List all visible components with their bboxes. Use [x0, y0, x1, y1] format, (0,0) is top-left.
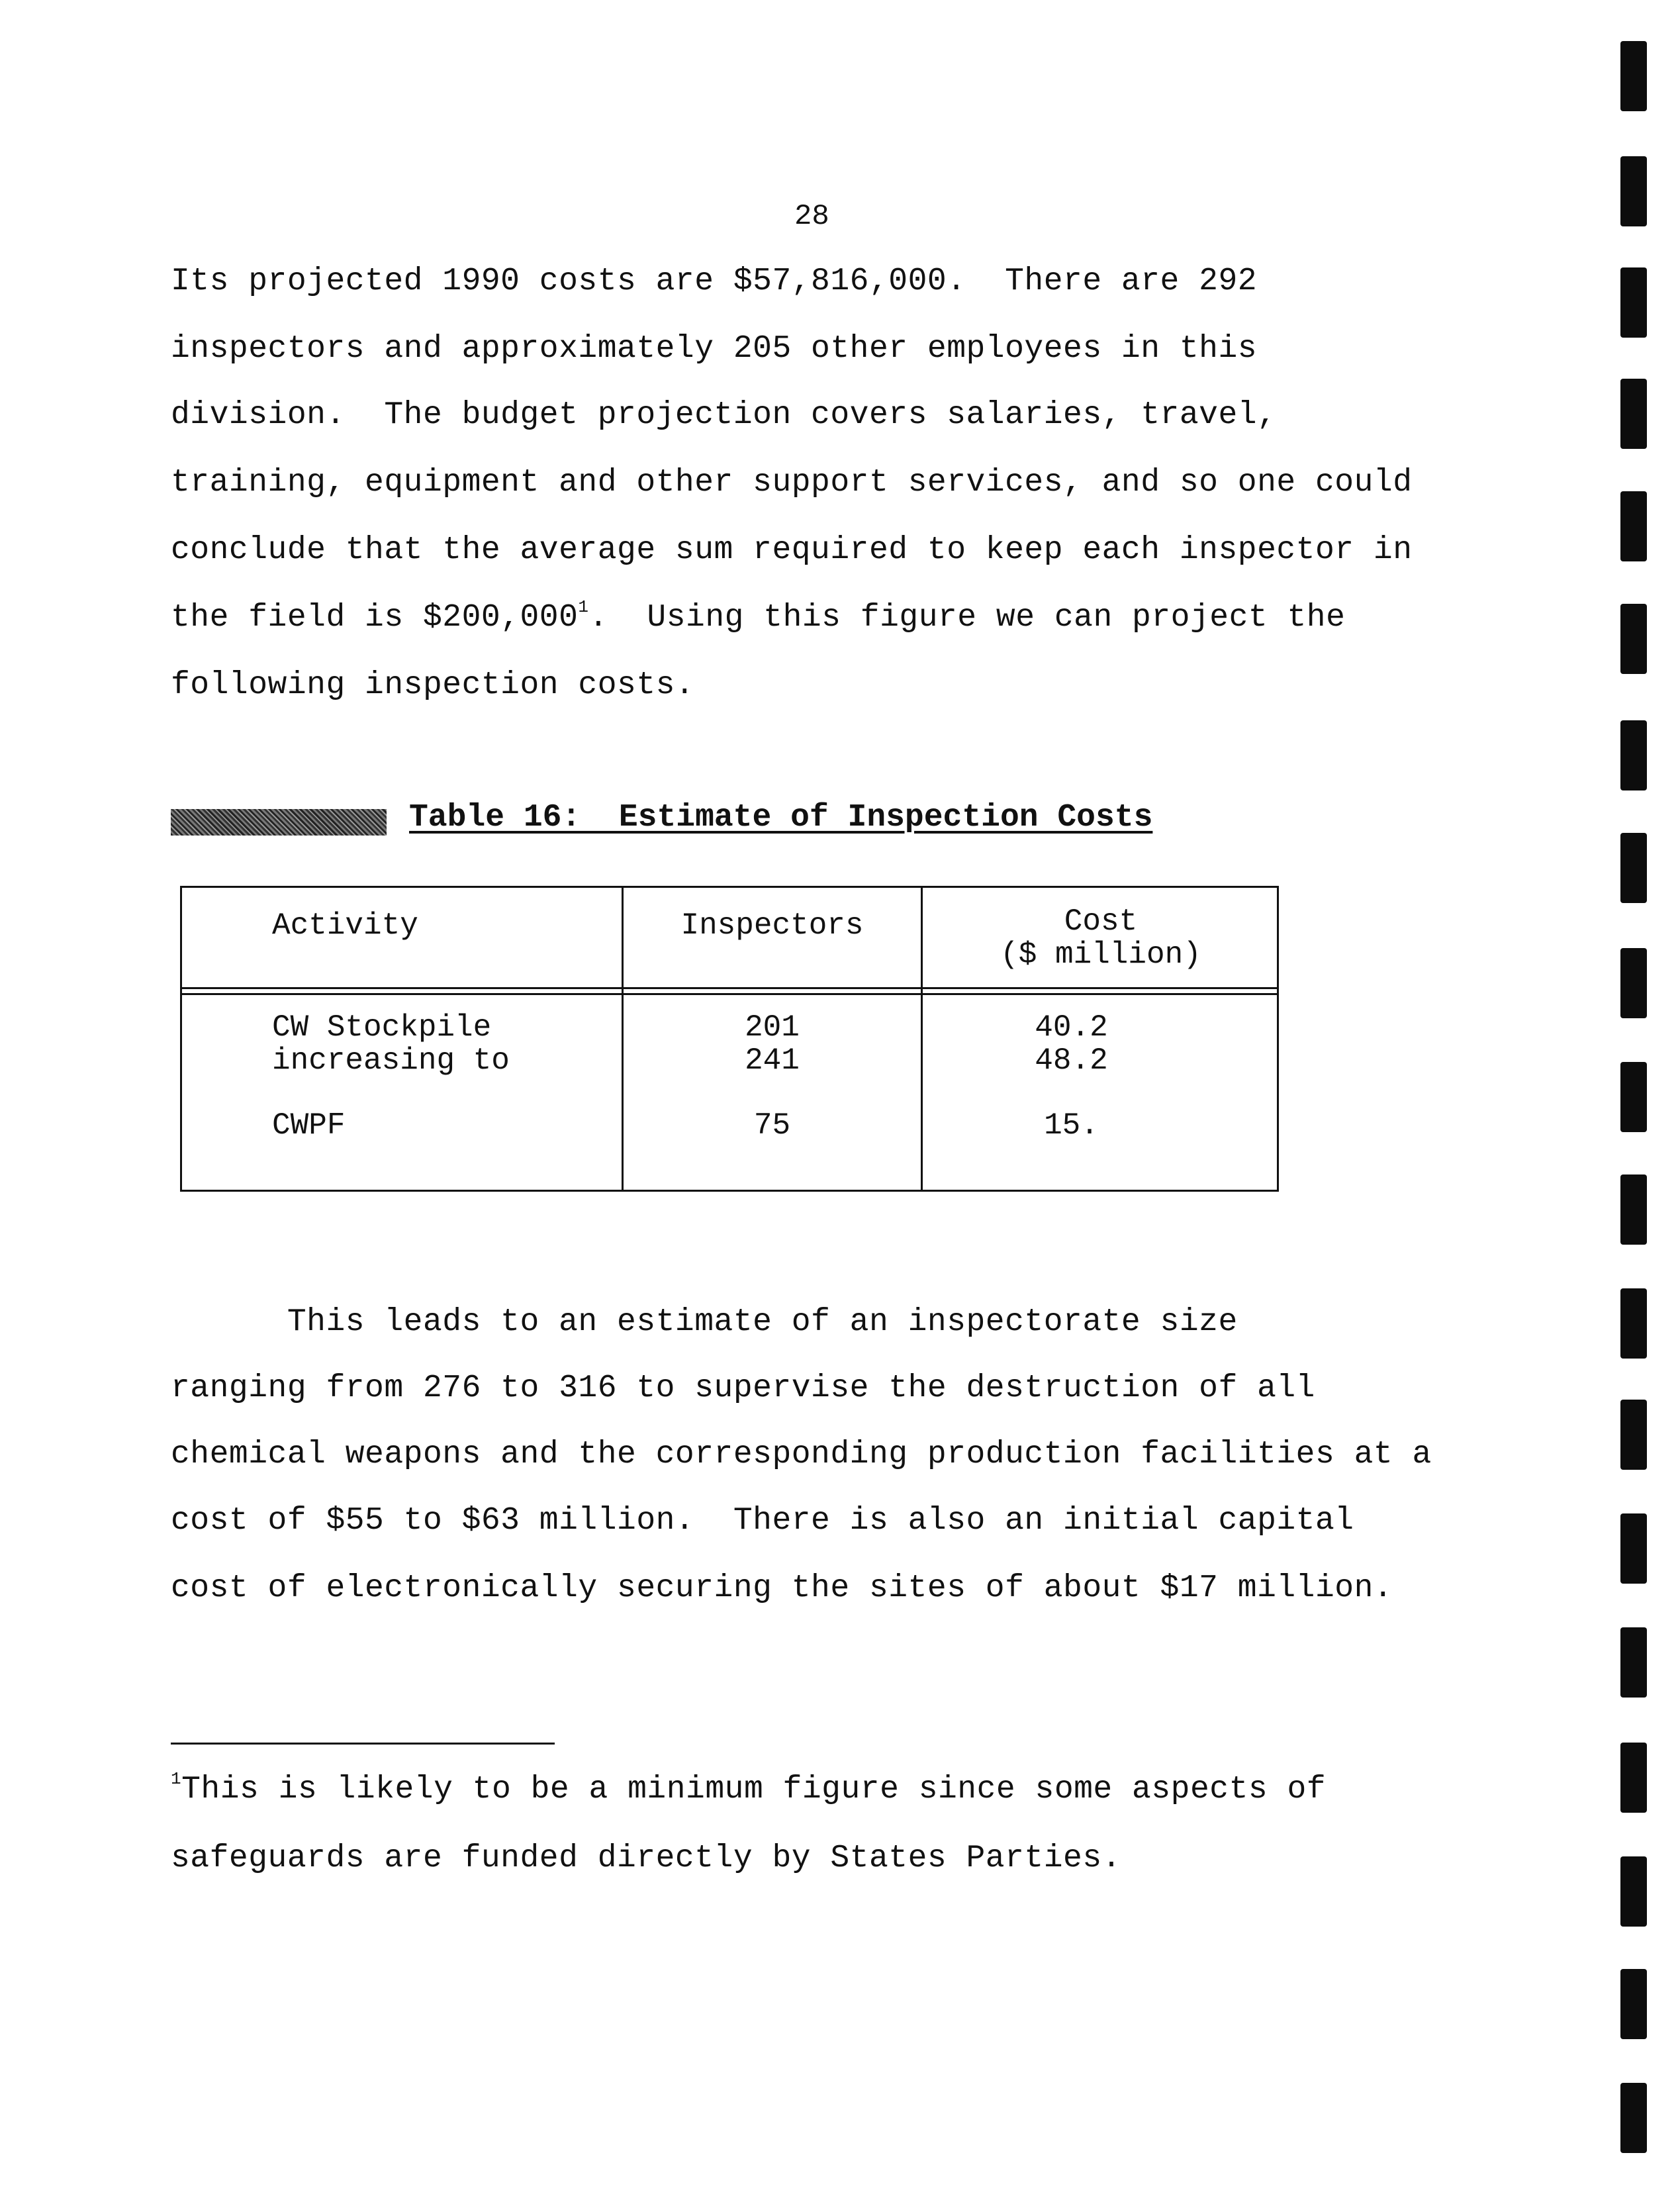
binding-mark — [1620, 720, 1647, 791]
cell-cost: 48.2 — [1035, 1043, 1108, 1078]
binding-mark — [1620, 1743, 1647, 1813]
cell-inspectors: 241 — [745, 1043, 800, 1078]
page-number: 28 — [794, 200, 829, 233]
binding-mark — [1620, 1969, 1647, 2039]
header-divider — [182, 987, 1277, 995]
inspection-cost-table — [180, 886, 1279, 1192]
binding-mark — [1620, 1174, 1647, 1245]
header-inspectors: Inspectors — [680, 908, 864, 943]
binding-mark — [1620, 833, 1647, 903]
footnote-separator — [171, 1743, 555, 1745]
footnote-line — [171, 1769, 1327, 1807]
paragraph-line: conclude that the average sum required to keep each inspector in — [171, 532, 1413, 568]
header-activity: Activity — [272, 908, 418, 943]
redaction-stamp — [171, 809, 387, 836]
paragraph-line: following inspection costs. — [171, 667, 695, 703]
footnote-marker: 1 — [171, 1769, 182, 1789]
binding-mark — [1620, 156, 1647, 226]
cell-cost: 15. — [1044, 1108, 1099, 1143]
binding-mark — [1620, 1627, 1647, 1698]
paragraph-line: cost of electronically securing the sites of about $17 million. — [171, 1570, 1393, 1606]
paragraph-line: division. The budget projection covers salaries, travel, — [171, 397, 1277, 433]
paragraph-line: Its projected 1990 costs are $57,816,000. There are 292 — [171, 264, 1258, 299]
paragraph-line — [171, 597, 1346, 636]
binding-mark — [1620, 1513, 1647, 1584]
binding-mark — [1620, 1062, 1647, 1132]
binding-mark — [1620, 267, 1647, 338]
binding-mark — [1620, 604, 1647, 674]
cell-inspectors: 201 — [745, 1010, 800, 1045]
paragraph-line: This leads to an estimate of an inspectorate size — [171, 1304, 1238, 1340]
paragraph-line: chemical weapons and the corresponding production facilities at a — [171, 1437, 1432, 1472]
table-caption: Table 16: Estimate of Inspection Costs — [409, 800, 1153, 836]
line-text: the field is $200,000 — [171, 600, 579, 636]
binding-mark — [1620, 1400, 1647, 1470]
header-cost: Cost — [1064, 904, 1138, 939]
footnote-text: This is likely to be a minimum figure since some aspects of — [181, 1772, 1327, 1807]
footnote-reference: 1 — [578, 597, 589, 617]
binding-mark — [1620, 1288, 1647, 1359]
binding-mark — [1620, 41, 1647, 111]
paragraph-line: cost of $55 to $63 million. There is also an initial capital — [171, 1503, 1354, 1539]
header-cost-unit: ($ million) — [1000, 937, 1201, 972]
binding-mark — [1620, 948, 1647, 1018]
binding-mark — [1620, 1856, 1647, 1927]
paragraph-line: inspectors and approximately 205 other employees in this — [171, 331, 1258, 367]
paragraph-line: ranging from 276 to 316 to supervise the destruction of all — [171, 1370, 1315, 1406]
cell-activity: CW Stockpile — [272, 1010, 492, 1045]
cell-inspectors: 75 — [753, 1108, 791, 1143]
binding-mark — [1620, 2083, 1647, 2153]
paragraph-line: training, equipment and other support services, and so one could — [171, 465, 1413, 501]
cell-cost: 40.2 — [1035, 1010, 1108, 1045]
footnote-line: safeguards are funded directly by States Parties. — [171, 1841, 1121, 1876]
cell-activity: increasing to — [272, 1043, 510, 1078]
binding-mark — [1620, 379, 1647, 449]
line-text: . Using this figure we can project the — [588, 600, 1346, 636]
cell-activity: CWPF — [272, 1108, 346, 1143]
binding-mark — [1620, 491, 1647, 561]
